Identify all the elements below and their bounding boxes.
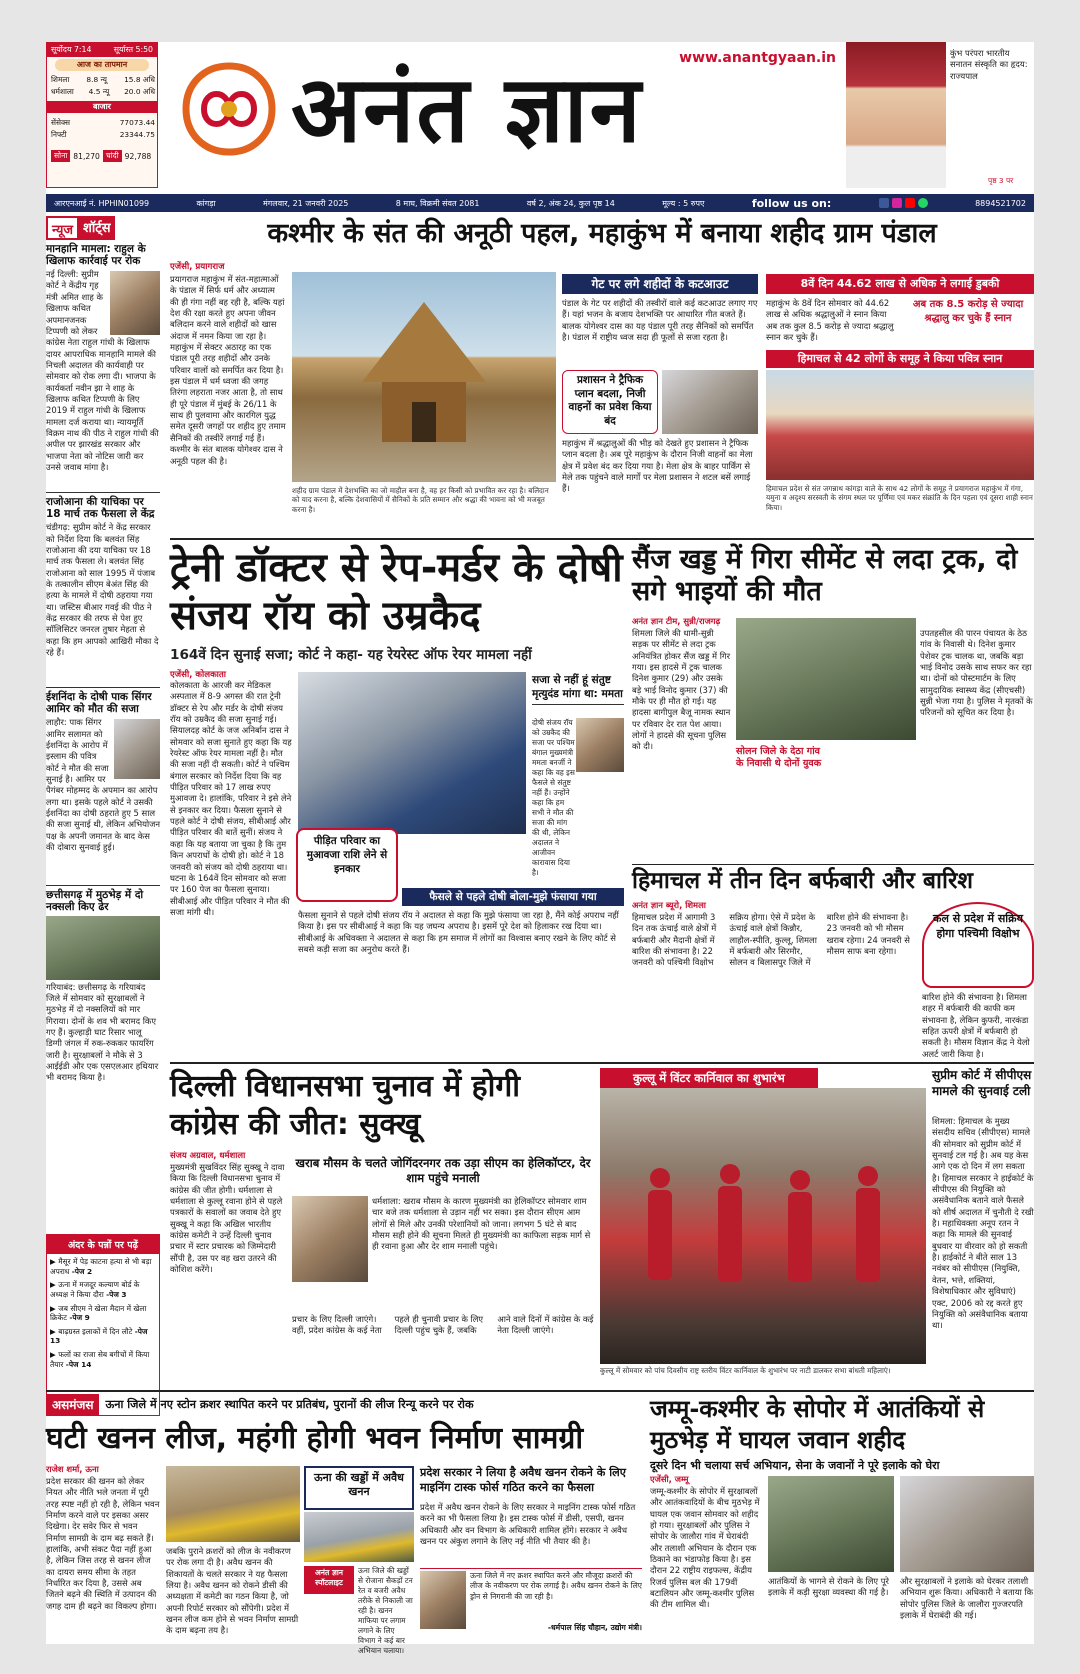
holy-dip-text: महाकुंभ के 8वें दिन सोमवार को 44.62 लाख से अधिक श्रद्धालुओं ने स्नान किया अब तक कुल 8.5 करोड़ से ज्यादा श्रद्धालु स्नान कर चुके हैं।	[766, 298, 894, 343]
convict-court-photo	[298, 672, 526, 834]
jk-story-byline: एजेंसी, जम्मू	[650, 1474, 689, 1484]
jk-story-subhead: दूसरे दिन भी चलाया सर्च अभियान, सेना के जवानों ने पूरे इलाके को घेरा	[650, 1459, 940, 1472]
delhi-story-byline: संजय अग्रवाल, धर्मशाला	[170, 1150, 246, 1160]
western-disturbance-box: कल से प्रदेश में सक्रिय होगा पश्चिमी विक्षोभ	[922, 902, 1034, 988]
mamata-photo	[576, 718, 624, 772]
governor-quote: कुंभ परंपरा भारतीय सनातन संस्कृति का हृदय: राज्यपाल	[950, 48, 1028, 81]
truck-story-text-2: उपतहसील की पारन पंचायत के ठेठ गांव के निवासी थे। दिनेश कुमार पेशेवर ट्रक चालक था, जबकि बड़ा भाई विनोद उसके साथ सफर कर रहा था। दोनों को पोस्टमार्टम के लिए सामुदायिक स्वास्थ्य केंद्र (सीएचसी) सुन्नी भेजा गया है। पुलिस ने मृतकों के परिजनों को सूचित कर दिया है।	[920, 628, 1033, 718]
social-icons	[879, 198, 928, 208]
helicopter-text: धर्मशाला: खराब मौसम के कारण मुख्यमंत्री का हेलिकॉप्टर सोमवार शाम चार बजे तक धर्मशाला से उड़ान नहीं भर सका। इस दौरान सीएम आम लोगों से मिले और उनकी परेशानियों को जाना। लगभग 5 घंटे से बाद मौसम सही होने की सूचना मिलते ही मुख्यमंत्री का काफिला सड़क मार्ग से ही रवाना हुआ और देर शाम मनाली पहुंचे।	[372, 1196, 591, 1252]
short-4-title: छत्तीसगढ़ में मुठभेड़ में दो नक्सली किए ढेर	[46, 885, 160, 913]
snow-story-headline: हिमाचल में तीन दिन बर्फबारी और बारिश	[632, 868, 973, 894]
news-shorts-label-2: शॉर्ट्स	[79, 216, 115, 240]
short-1-text: नई दिल्ली: सुप्रीम कोर्ट ने केंद्रीय गृह मंत्री अमित शाह के खिलाफ कथित अपमानजनक टिप्पणी को लेकर कांग्रेस नेता राहुल गांधी के खिलाफ दायर आपराधिक मानहानि मामले की निचली अदालत की कार्यवाही पर सोमवार को रोक लगा दी। भाजपा के कार्यकर्ता नवीन झा ने शाह के खिलाफ कथित टिप्पणी के लिए 2019 में राहुल गांधी के खिलाफ मामला दर्ज कराया था। न्यायमूर्ति विक्रम नाथ की पीठ ने राहुल गांधी की अपील पर झारखंड सरकार और भाजपा नेता को नोटिस जारी कर उनसे जवाब मांगा है।	[46, 269, 159, 472]
divider	[46, 1390, 1034, 1392]
market-title: बाजार	[47, 101, 157, 113]
bullion-row	[51, 149, 155, 163]
traffic-plan-text: महाकुंभ में श्रद्धालुओं की भीड़ को देखते हुए प्रशासन ने ट्रैफिक प्लान बदला है। अब पूरे महाकुंभ के दौरान निजी वाहनों का मेला क्षेत्र में प्रवेश बंद कर दिया गया है। मेला क्षेत्र के बाहर पार्किंग से मेले तक पहुंचने वाले मार्गों पर मेला प्रशासन ने शटल बसें लगाई हैं।	[562, 438, 753, 494]
gate-cutouts-text: पंडाल के गेट पर शहीदों की तस्वीरों वाले कई कटआउट लगाए गए हैं। यहां भजन के बजाय देशभक्ति पर आधारित गीत बजते हैं। बालक योगेश्वर दास का यह पंडाल पूरी तरह सैनिकों को समर्पित है। पंडाल में राष्ट्रीय ध्वज सदा ही फूलों से सजा रहता है।	[562, 298, 758, 343]
top-story-text: प्रयागराज महाकुंभ में संत-महात्माओं के पंडाल में सिर्फ धर्म और अध्यात्म की ही गंगा नहीं बह रही है, बल्कि यहां देश की रक्षा करते हुए अपना जीवन बलिदान करने वाले शहीदों को खास अंदाज में नमन किया जा रहा है। महाकुंभ में सेक्टर अठारह का एक पंडाल पूरी तरह शहीदों और उनके परिवार वालों को समर्पित कर दिया है। इस पंडाल में धर्म ध्वजा की जगह तिरंगा लहराता नजर आता है, तो साथ ही पूरे पंडाल में मुंबई के 26/11 के साथ ही पुलवामा और कारगिल युद्ध समेत दूसरी जगहों पर शहीद हुए तमाम सैनिकों की तस्वीरें लगाई गई हैं। कश्मीर के संत बालक योगेश्वर दास ने अनूठी पहल की है।	[170, 274, 286, 466]
gold-price: 81,270	[73, 151, 100, 161]
short-1-title: मानहानि मामला: राहुल के खिलाफ कार्रवाई पर रोक	[46, 243, 146, 268]
youtube-icon[interactable]	[905, 198, 915, 208]
sun-times	[47, 43, 157, 57]
governor-photo	[846, 42, 946, 188]
mining-tag: असमंजस	[46, 1394, 99, 1416]
gate-cutouts-bar: गेट पर लगे शहीदों के कटआउट	[562, 274, 758, 294]
follow-label: follow us on:	[751, 196, 832, 210]
inside-item[interactable]: ▶ मैसूर में पेड़ काटना हत्या से भी बड़ा अपराध -पेज 2	[50, 1257, 152, 1276]
traffic-plan-box: प्रशासन ने ट्रैफिक प्लान बदला, निजी वाहनों का प्रवेश किया बंद	[562, 370, 658, 434]
mining-tag-text: ऊना जिले में नए स्टोन क्रशर स्थापित करने पर प्रतिबंध, पुरानों की लीज रिन्यू करने पर रोक	[105, 1398, 474, 1411]
dateline-bar	[46, 194, 1034, 212]
truck-story-byline: अनंत ज्ञान टीम, सुन्नी/राजगढ़	[632, 616, 721, 626]
price: मूल्य : 5 रुपए	[662, 198, 705, 208]
sukhu-photo	[292, 1196, 368, 1282]
website-url[interactable]: www.anantgyaan.in	[679, 50, 836, 66]
kullu-carnival-bar: कुल्लू में विंटर कार्निवाल का शुभारंभ	[600, 1068, 818, 1088]
mining-tag-bar	[46, 1394, 642, 1416]
kullu-carnival-photo	[600, 1088, 926, 1364]
pandal-illustration	[292, 272, 556, 482]
divider	[170, 1062, 1034, 1064]
helicopter-subhead: खराब मौसम के चलते जोगिंदरनगर तक उड़ा सीएम का हेलिकॉप्टर, देर शाम पहुंचे मनाली	[295, 1156, 591, 1186]
shaheed-pandal-photo	[292, 272, 556, 482]
pandal-photo-caption: शहीद ग्राम पंडाल में देशभक्ति का जो माहौल बना है, वह हर किसी को प्रभावित कर रहा है। बलिदान को याद करना है, बल्कि देशवासियों में सैनिकों के प्रति सम्मान और श्रद्धा की भावना को भी मजबूत करना है।	[292, 486, 549, 514]
rahul-gandhi-photo	[110, 271, 160, 335]
edition-date: मंगलवार, 21 जनवरी 2025	[263, 198, 349, 208]
facebook-icon[interactable]	[879, 198, 889, 208]
jk-story-headline: जम्मू-कश्मीर के सोपोर में आतंकियों से मुठभेड़ में घायल जवान शहीद	[650, 1395, 985, 1455]
phone-number: 8894521702	[975, 198, 1026, 208]
himachal-group-bar: हिमाचल से 42 लोगों के समूह ने किया पवित्र स्नान	[766, 350, 1034, 368]
mining-headline: घटी खनन लीज, महंगी होगी भवन निर्माण सामग्री	[46, 1421, 584, 1456]
inside-item[interactable]: ▶ बाढ़ग्रस्त इलाकों में दिन लौटे -पेज 13	[50, 1326, 148, 1346]
minister-quote-box	[420, 1568, 642, 1640]
dancers-illustration	[600, 1088, 926, 1364]
temp-row: धर्मशाला 4.5 न्यू 20.0 अधि	[51, 87, 155, 96]
market-row: निफ्टी 23344.75	[51, 130, 155, 139]
mining-site-photo	[166, 1466, 300, 1542]
edition-city: कांगड़ा	[196, 198, 216, 208]
inside-item[interactable]: ▶ ऊना में मजदूर कल्याण बोर्ड के अध्यक्ष ने किया दौरा -पेज 3	[50, 1280, 140, 1299]
inside-pages-title: अंदर के पन्नों पर पढ़ें	[47, 1235, 159, 1254]
verdict-statement-bar: फैसले से पहले दोषी बोला-मुझे फंसाया गया	[402, 888, 624, 906]
minister-quote-author: -धर्मपाल सिंह चौहान, उद्योग मंत्री।	[547, 1623, 642, 1632]
top-story-headline: कश्मीर के संत की अनूठी पहल, महाकुंभ में बनाया शहीद ग्राम पंडाल	[267, 218, 937, 249]
divider	[170, 538, 1034, 540]
temperature-table	[51, 74, 155, 98]
mining-byline: राजेश शर्मा, ऊना	[46, 1464, 99, 1474]
naxal-encounter-photo	[46, 916, 160, 980]
newspaper-title: अनंत ज्ञान	[291, 56, 643, 163]
silver-price: 92,788	[124, 151, 152, 161]
compensation-refusal-box: पीड़ित परिवार का मुआवजा राशि लेने से इनकार	[296, 828, 398, 902]
whatsapp-icon[interactable]	[918, 198, 928, 208]
short-2-title: राजोआना की याचिका पर 18 मार्च तक फैसला ले केंद्र	[46, 492, 160, 520]
sc-story-headline: सुप्रीम कोर्ट में सीपीएस मामले की सुनवाई टली	[932, 1068, 1032, 1098]
delhi-story-headline: दिल्ली विधानसभा चुनाव में होगी कांग्रेस की जीत: सुक्खू	[170, 1069, 521, 1142]
snow-story-text: हिमाचल प्रदेश में आगामी 3 दिन तक ऊंचाई वाले क्षेत्रों में बर्फबारी और मैदानी क्षेत्रों में बारिश की संभावना है। 22 जनवरी को पश्चिमी विक्षोभ सक्रिय होगा। ऐसे में प्रदेश के ऊंचाई वाले क्षेत्रों किन्नौर, लाहौल-स्पीति, कुल्लू, शिमला में बर्फबारी और सिरमौर, सोलन व बिलासपुर जिले में बारिश होने की संभावना है। 23 जनवरी को भी मौसम खराब रहेगा। 24 जनवरी से मौसम साफ बना रहेगा।	[632, 912, 910, 968]
jk-caption-1: आतंकियों के भागने से रोकने के लिए पूरे इलाके में कड़ी सुरक्षा व्यवस्था की गई है।	[768, 1576, 889, 1598]
minister-photo	[420, 1571, 466, 1629]
top-story-byline: एजेंसी, प्रयागराज	[170, 262, 225, 272]
delhi-story-text: मुख्यमंत्री सुखविंदर सिंह सुक्खू ने दावा किया कि दिल्ली विधानसभा चुनाव में कांग्रेस की जीत होगी। धर्मशाला से धर्मशाला से कुल्लू रवाना होने से पहले पत्रकारों के सवालों का जवाब देते हुए सुक्खू ने कहा कि अखिल भारतीय कांग्रेस कमेटी ने उन्हें दिल्ली चुनाव प्रचार में स्टार प्रचारक को जिम्मेदारी सौंपी है, उस पर वह खरा उतरने की कोशिश करेंगे।	[170, 1162, 285, 1275]
himachal-group-caption: हिमाचल प्रदेश से संत जगन्नाथ कांगड़ा वाले के साथ 42 लोगों के समूह ने प्रयागराज महाकुंभ में गंगा, यमुना व अदृश्य सरस्वती के संगम स्थल पर पूर्णिमा एवं मकर संक्रांति के दिन पहला एवं दूसरा शाही स्नान किया।	[766, 484, 1033, 512]
short-2-text: चंडीगढ़: सुप्रीम कोर्ट ने केंद्र सरकार को निर्देश दिया कि बलवंत सिंह राजोआना की दया याचिका पर 18 मार्च तक फैसला ले। बलवंत सिंह राजोआना को साल 1995 में पंजाब के तत्कालीन सीएम बेअंत सिंह की हत्या के मामले में दोषी ठहराया गया था। जस्टिस बीआर गवई की पीठ ने केंद्र सरकार की तरफ से पेश हुए सॉलिसिटर जनरल तुषार मेहता से कहा कि हम आपको आखिरी मौका दे रहे हैं।	[46, 522, 159, 658]
masthead-info-box	[46, 42, 158, 188]
illegal-mining-box: ऊना की खड्डों में अवैध खनन	[304, 1466, 414, 1510]
inside-item[interactable]: ▶ जब सीएम ने खेला मैदान में खेला क्रिकेट -पेज 9	[50, 1303, 147, 1323]
divider	[632, 864, 1034, 865]
rape-story-byline: एजेंसी, कोलकाता	[170, 670, 227, 680]
jk-caption-2: और सुरक्षाबलों ने इलाके को घेरकर तलाशी अभियान शुरू किया। अधिकारी ने बताया कि सोपोर पुलिस जिले के जालौरा गुज्जरपति इलाके में घेराबंदी की गई।	[900, 1576, 1034, 1621]
news-shorts-header	[46, 216, 160, 240]
mamata-headline: सजा से नहीं हूं संतुष्ट मृत्युदंड मांगा था: ममता	[532, 674, 624, 705]
spotlight-label: अनंत ज्ञान स्पॉटलाइट	[304, 1566, 354, 1594]
newspaper-page	[46, 42, 1034, 1655]
mining-text: प्रदेश सरकार की खनन को लेकर नियत और नीति भले जनता में पूरी तरह स्पष्ट नहीं हो रही है, लेकिन भवन निर्माण करने वाले पर इसका असर दिखेगा। देर सवेर फिर से भवन निर्माण सामग्री के दाम बढ़ सकते हैं। हालांकि, अभी संकट पैदा नहीं हुआ है, लेकिन जिस तरह से खनन लीज का दायरा समय सीमा के तहत निर्धारित कर दिया है, उससे अब जितने बढ़ने की स्थिति में उत्पादन की जगह दाम ही बढ़ने का विकल्प होगा।	[46, 1476, 160, 1611]
logo-emblem-icon	[174, 54, 284, 164]
inside-item[interactable]: ▶ फलों का राजा सेब बगीचों में किया तैयार -पेज 14	[50, 1350, 150, 1369]
inside-pages-box	[46, 1234, 160, 1416]
inside-pages-list	[47, 1254, 159, 1376]
instagram-icon[interactable]	[892, 198, 902, 208]
vikram-samvat: 8 माघ, विक्रमी संवत 2081	[395, 198, 480, 208]
verdict-statement-text: फैसला सुनाने से पहले दोषी संजय रॉय ने अदालत से कहा कि मुझे फंसाया जा रहा है, मैंने कोई अपराध नहीं किया है। इस पर सीबीआई ने कहा कि यह जघन्य अपराध है। इसमें पूरे देश को हिलाकर रख दिया था। सीबीआई के अधिवक्ता ने अदालत से कहा कि हम समाज में लोगों का विश्वास बनाए रखने के लिए कोर्ट से सबसे कड़ी सजा का अनुरोध करते हैं।	[298, 910, 619, 955]
holy-dip-bar: 8वें दिन 44.62 लाख से अधिक ने लगाई डुबकी	[766, 274, 1034, 294]
pak-singer-photo	[114, 719, 160, 779]
news-shorts-sidebar	[46, 216, 160, 1228]
mamata-text: दोषी संजय रॉय को उम्रकैद की सजा पर पश्चिम बंगाल मुख्यमंत्री ममता बनर्जी ने कहा कि वह इस फैसले से संतुष्ट नहीं हैं। उन्होंने कहा कि हम सभी ने मौत की सजा की मांग की थी, लेकिन अदालत ने आजीवन कारावास दिया है।	[532, 718, 575, 877]
news-shorts-label-1: न्यूज	[46, 216, 79, 240]
market-row: सेंसेक्स 77073.44	[51, 118, 155, 127]
rape-story-headline: ट्रेनी डॉक्टर से रेप-मर्डर के दोषी संजय रॉय को उम्रकैद	[170, 545, 623, 639]
governor-page-ref: पृष्ठ 3 पर	[988, 176, 1014, 185]
snow-story-byline: अनंत ज्ञान ब्यूरो, शिमला	[632, 900, 706, 910]
himachal-group-photo	[766, 370, 1034, 480]
holy-dip-box: अब तक 8.5 करोड़ से ज्यादा श्रद्धालु कर चुके हैं स्नान	[912, 299, 1024, 324]
delhi-story-end-text: प्रचार के लिए दिल्ली जाएंगे। वहीं, प्रदेश कांग्रेस के कई नेता पहले ही चुनावी प्रचार के लिए दिल्ली पहुंच चुके हैं, जबकि आने वाले दिनों में कांग्रेस के कई नेता दिल्ली जाएंगे।	[292, 1314, 594, 1336]
snow-story-text-2: बारिश होने की संभावना है। शिमला शहर में बर्फबारी की काफी कम संभावना है, लेकिन कुफरी, नारकंडा सहित ऊपरी क्षेत्रों में बर्फबारी हो सकती है। मौसम विज्ञान केंद्र ने येलो अलर्ट जारी किया है।	[922, 992, 1030, 1059]
silver-label: चांदी	[103, 150, 122, 162]
sunrise-time: सूर्योदय 7:14	[51, 45, 92, 54]
jk-story-text: जम्मू-कश्मीर के सोपोर में सुरक्षाबलों और आतंकवादियों के बीच मुठभेड़ में घायल एक जवान सोमवार को शहीद हो गया। सुरक्षाबलों और पुलिस ने सोपोर के जालौरा गांव में घेराबंदी और तलाशी अभियान के दौरान एक ठिकाने का भंडाफोड़ किया है। इस दौरान 22 राष्ट्रीय राइफल्स, केंद्रीय रिजर्व पुलिस बल की 179वीं बटालियन और जम्मू-कश्मीर पुलिस की टीम शामिल थी।	[650, 1486, 760, 1610]
temperature-title: आज का तापमान	[55, 59, 149, 71]
minister-quote: ऊना जिले में नए क्रशर स्थापित करने और मौजूदा क्रशरों की लीज के नवीकरण पर रोक लगाई है। अवैध खनन रोकने के लिए ड्रोन से निगरानी की जा रही है।	[470, 1571, 642, 1601]
rni-number: आरएनआई नं. HPHIN01099	[54, 198, 150, 208]
gold-label: सोना	[51, 150, 70, 162]
kullu-carnival-caption: कुल्लू में सोमवार को पांच दिवसीय राष्ट्र स्तरीय विंटर कार्निवाल के शुभारंभ पर नाटी डालकर सभा बांधती महिलाएं।	[600, 1366, 891, 1375]
mining-text-3: ऊना जिले की खड्डों से रोजाना सैकड़ों टन रेत व बजरी अवैध तरीके से निकाली जा रही है। खनन माफिया पर लगाम लगाने के लिए विभाग ने कई बार अभियान चलाया।	[358, 1566, 413, 1655]
sc-story-text: शिमला: हिमाचल के मुख्य संसदीय सचिव (सीपीएस) मामले की सोमवार को सुप्रीम कोर्ट में सुनवाई टल गई है। अब यह केस आगे एक दो दिन में लग सकता है। हिमाचल सरकार ने हाईकोर्ट के सीपीएस की नियुक्ति को असंवैधानिक बताने वाले फैसले को शीर्ष अदालत में चुनौती दे रखी है। महाधिवक्ता अनूप रतन ने कहा कि मामले की सुनवाई बुधवार या वीरवार को हो सकती है। हाईकोर्ट ने बीते साल 13 नवंबर को सीपीएस (नियुक्ति, वेतन, भत्ते, शक्तियां, विशेषाधिकार और सुविधाएं) एक्ट, 2006 को रद्द करते हुए नियुक्ति को असंवैधानिक बताया था।	[932, 1116, 1034, 1331]
issue-info: वर्ष 2, अंक 24, कुल पृष्ठ 14	[526, 198, 615, 208]
truck-victims-label: सोलन जिले के देठा गांव के निवासी थे दोनों युवक	[736, 746, 822, 770]
rape-story-text-1: कोलकाता के आरजी कर मेडिकल अस्पताल में 8-9 अगस्त की रात ट्रेनी डॉक्टर से रेप और मर्डर के दोषी संजय रॉय को उम्रकैद की सजा सुनाई गई। सियालदह कोर्ट के जज अनिर्बान दास ने सोमवार को सजा सुनाते हुए कहा कि यह रेयरेस्ट ऑफ रेयर मामला नहीं है। मौत की सजा नहीं दी सकती। कोर्ट ने पश्चिम बंगाल सरकार को निर्देश दिया कि वह पीड़ित परिवार को 17 लाख रुपए मुआवजा दे। हालांकि, परिवार ने इसे लेने से इनकार कर दिया। फैसला सुनाने से पहले कोर्ट ने दोषी संजय, सीबीआई और पीड़ित परिवार की बातें सुनीं। संजय ने कहा कि यह बताया जा चुका है कि तुम किन अपराधों के दोषी हो। कोर्ट ने 18 जनवरी को संजय को दोषी ठहराया था। घटना के 164वें दिन सोमवार को सजा पर 160 पेज का फैसला सुनाया। सीबीआई और पीड़ित परिवार ने मौत की सजा मांगी थी।	[170, 680, 292, 917]
short-4-text: गरियाबंद: छत्तीसगढ़ के गरियाबंद जिले में सोमवार को सुरक्षाबलों ने मुठभेड़ में दो नक्सलियों को मार गिराया। दोनों के शव भी बरामद किए गए हैं। कुल्हाड़ी घाट रिसार भालू डिग्गी जंगल में रुक-रुककर फायरिंग जारी है। सुरक्षाबलों ने मौके से 3 आईईडी और एक एसएलआर हथियार भी बरामद किया है।	[46, 981, 159, 1083]
truck-accident-photo	[736, 618, 916, 740]
mining-text-2: जबकि पुराने क्रशरों को लीज के नवीकरण पर रोक लगा दी है। अवैध खनन की शिकायतों के चलते सरकार ने यह फैसला लिया है। अवैध खनन को रोकने डीसी की अध्यक्षता में कमेटी का गठन किया है, जो अपनी रिपोर्ट सरकार को सौंपेगी। प्रदेश में खनन लीज कम होने से भवन निर्माण सामग्री के दाम बढ़ना तय है।	[166, 1546, 299, 1636]
jk-soldiers-photo-1	[768, 1476, 894, 1572]
jk-soldiers-photo-2	[900, 1476, 1034, 1572]
sunset-time: सूर्यास्त 5:50	[113, 45, 153, 54]
rape-story-subhead: 164वें दिन सुनाई सजा; कोर्ट ने कहा- यह रेयरेस्ट ऑफ रेयर मामला नहीं	[170, 647, 532, 663]
task-force-text: प्रदेश में अवैध खनन रोकने के लिए सरकार ने माइनिंग टास्क फोर्स गठित करने का भी फैसला लिया है। इस टास्क फोर्स में डीसी, एसपी, खनन अधिकारी और वन विभाग के अधिकारी शामिल होंगे। सरकार ने अवैध खनन पर अंकुश लगाने के लिए नई नीति भी तैयार की है।	[420, 1502, 636, 1547]
crowd-photo	[662, 370, 758, 434]
market-table	[51, 117, 155, 141]
truck-story-text: शिमला जिले की धामी-सुन्नी सड़क पर सीमेंट से लदा ट्रक अनियंत्रित होकर सैंज खड्ड में गिर गया। इस हादसे में ट्रक चालक दिनेश कुमार (29) और उसके बड़े भाई विनोद कुमार (37) की मौके पर ही मौत हो गई। यह हादसा बागीपुल बैजू नामक स्थान पर रविवार देर रात पेश आया। लोगों ने हादसे की सूचना पुलिस को दी।	[632, 628, 731, 752]
short-3-title: ईशनिंदा के दोषी पाक सिंगर आमिर को मौत की सजा	[46, 687, 160, 715]
short-3-text: लाहौर: पाक सिंगर आमिर सलामत को ईशनिंदा के आरोप में इस्लाम की पवित्र कोर्ट ने मौत की सजा सुनाई है। आमिर पर पैगंबर मोहम्मद के अपमान का आरोप लगा था। इसके पहले कोर्ट ने उसकी ईशनिंदा का दोषी ठहराते हुए 5 साल की सजा सुनाई थी, लेकिन अभियोजन पक्ष के अपनी जमानत के बाद केस की दोबारा सुनवाई हुई।	[46, 717, 161, 853]
task-force-headline: प्रदेश सरकार ने लिया है अवैध खनन रोकने के लिए माइनिंग टास्क फोर्स गठित करने का फैसला	[420, 1466, 626, 1494]
illegal-mining-photo	[304, 1512, 414, 1562]
truck-story-headline: सैंज खड्ड में गिरा सीमेंट से लदा ट्रक, दो सगे भाइयों की मौत	[632, 544, 1018, 608]
temp-row: शिमला 8.8 न्यू 15.8 अधि	[51, 75, 155, 84]
